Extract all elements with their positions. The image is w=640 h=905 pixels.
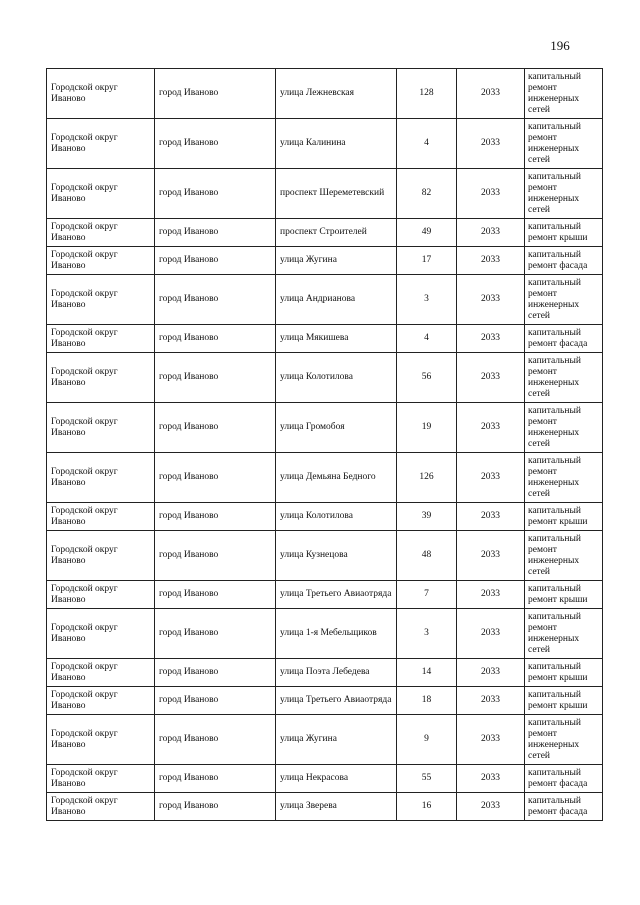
year-cell: 2033	[457, 453, 525, 503]
district-cell: Городской округ Иваново	[47, 69, 155, 119]
table-row	[47, 169, 603, 219]
district-cell: Городской округ Иваново	[47, 219, 155, 247]
year-cell: 2033	[457, 659, 525, 687]
table-row	[47, 219, 603, 247]
house-number-cell: 55	[397, 765, 457, 793]
street-cell: улица Зверева	[276, 793, 397, 821]
year-cell: 2033	[457, 119, 525, 169]
work-type-cell: капитальный ремонт инженерных сетей	[525, 453, 603, 503]
work-type-cell: капитальный ремонт крыши	[525, 659, 603, 687]
table-row	[47, 503, 603, 531]
street-cell: улица Демьяна Бедного	[276, 453, 397, 503]
work-type-cell: капитальный ремонт фасада	[525, 765, 603, 793]
house-number-cell: 7	[397, 581, 457, 609]
district-cell: Городской округ Иваново	[47, 453, 155, 503]
table-row	[47, 531, 603, 581]
house-number-cell: 126	[397, 453, 457, 503]
city-cell: город Иваново	[155, 119, 276, 169]
district-cell: Городской округ Иваново	[47, 793, 155, 821]
street-cell: улица Колотилова	[276, 503, 397, 531]
year-cell: 2033	[457, 247, 525, 275]
year-cell: 2033	[457, 69, 525, 119]
work-type-cell: капитальный ремонт фасада	[525, 247, 603, 275]
city-cell: город Иваново	[155, 581, 276, 609]
year-cell: 2033	[457, 403, 525, 453]
year-cell: 2033	[457, 531, 525, 581]
city-cell: город Иваново	[155, 659, 276, 687]
street-cell: улица Жугина	[276, 247, 397, 275]
table-row	[47, 687, 603, 715]
district-cell: Городской округ Иваново	[47, 325, 155, 353]
district-cell: Городской округ Иваново	[47, 119, 155, 169]
city-cell: город Иваново	[155, 765, 276, 793]
house-number-cell: 82	[397, 169, 457, 219]
city-cell: город Иваново	[155, 403, 276, 453]
year-cell: 2033	[457, 503, 525, 531]
table-row	[47, 793, 603, 821]
street-cell: улица Кузнецова	[276, 531, 397, 581]
work-type-cell: капитальный ремонт инженерных сетей	[525, 609, 603, 659]
district-cell: Городской округ Иваново	[47, 687, 155, 715]
table-row	[47, 765, 603, 793]
table-row	[47, 119, 603, 169]
work-type-cell: капитальный ремонт крыши	[525, 687, 603, 715]
house-number-cell: 4	[397, 119, 457, 169]
city-cell: город Иваново	[155, 531, 276, 581]
street-cell: проспект Шереметевский	[276, 169, 397, 219]
table-row	[47, 659, 603, 687]
street-cell: улица Мякишева	[276, 325, 397, 353]
street-cell: улица Громобоя	[276, 403, 397, 453]
city-cell: город Иваново	[155, 715, 276, 765]
street-cell: улица Андрианова	[276, 275, 397, 325]
work-type-cell: капитальный ремонт инженерных сетей	[525, 715, 603, 765]
district-cell: Городской округ Иваново	[47, 403, 155, 453]
city-cell: город Иваново	[155, 793, 276, 821]
street-cell: проспект Строителей	[276, 219, 397, 247]
district-cell: Городской округ Иваново	[47, 503, 155, 531]
page-number: 196	[550, 38, 570, 53]
table-row	[47, 353, 603, 403]
district-cell: Городской округ Иваново	[47, 715, 155, 765]
district-cell: Городской округ Иваново	[47, 581, 155, 609]
street-cell: улица Поэта Лебедева	[276, 659, 397, 687]
year-cell: 2033	[457, 687, 525, 715]
table-row	[47, 609, 603, 659]
work-type-cell: капитальный ремонт инженерных сетей	[525, 275, 603, 325]
street-cell: улица Жугина	[276, 715, 397, 765]
house-number-cell: 16	[397, 793, 457, 821]
street-cell: улица Некрасова	[276, 765, 397, 793]
year-cell: 2033	[457, 793, 525, 821]
year-cell: 2033	[457, 581, 525, 609]
house-number-cell: 39	[397, 503, 457, 531]
city-cell: город Иваново	[155, 453, 276, 503]
repair-schedule-table	[46, 68, 603, 821]
house-number-cell: 49	[397, 219, 457, 247]
work-type-cell: капитальный ремонт крыши	[525, 581, 603, 609]
work-type-cell: капитальный ремонт инженерных сетей	[525, 119, 603, 169]
house-number-cell: 9	[397, 715, 457, 765]
city-cell: город Иваново	[155, 325, 276, 353]
city-cell: город Иваново	[155, 247, 276, 275]
work-type-cell: капитальный ремонт инженерных сетей	[525, 403, 603, 453]
house-number-cell: 18	[397, 687, 457, 715]
table-row	[47, 581, 603, 609]
year-cell: 2033	[457, 715, 525, 765]
table-row	[47, 453, 603, 503]
year-cell: 2033	[457, 353, 525, 403]
district-cell: Городской округ Иваново	[47, 353, 155, 403]
city-cell: город Иваново	[155, 169, 276, 219]
district-cell: Городской округ Иваново	[47, 609, 155, 659]
city-cell: город Иваново	[155, 609, 276, 659]
district-cell: Городской округ Иваново	[47, 169, 155, 219]
table-row	[47, 275, 603, 325]
district-cell: Городской округ Иваново	[47, 659, 155, 687]
city-cell: город Иваново	[155, 219, 276, 247]
street-cell: улица Третьего Авиаотряда	[276, 687, 397, 715]
table-row	[47, 69, 603, 119]
table-row	[47, 403, 603, 453]
street-cell: улица Третьего Авиаотряда	[276, 581, 397, 609]
work-type-cell: капитальный ремонт фасада	[525, 325, 603, 353]
city-cell: город Иваново	[155, 503, 276, 531]
table-row	[47, 247, 603, 275]
house-number-cell: 17	[397, 247, 457, 275]
house-number-cell: 14	[397, 659, 457, 687]
district-cell: Городской округ Иваново	[47, 531, 155, 581]
house-number-cell: 3	[397, 609, 457, 659]
year-cell: 2033	[457, 219, 525, 247]
city-cell: город Иваново	[155, 275, 276, 325]
work-type-cell: капитальный ремонт инженерных сетей	[525, 169, 603, 219]
work-type-cell: капитальный ремонт крыши	[525, 503, 603, 531]
street-cell: улица Калинина	[276, 119, 397, 169]
city-cell: город Иваново	[155, 687, 276, 715]
district-cell: Городской округ Иваново	[47, 275, 155, 325]
house-number-cell: 56	[397, 353, 457, 403]
work-type-cell: капитальный ремонт крыши	[525, 219, 603, 247]
year-cell: 2033	[457, 275, 525, 325]
work-type-cell: капитальный ремонт инженерных сетей	[525, 69, 603, 119]
year-cell: 2033	[457, 325, 525, 353]
house-number-cell: 4	[397, 325, 457, 353]
table-row	[47, 715, 603, 765]
house-number-cell: 3	[397, 275, 457, 325]
house-number-cell: 128	[397, 69, 457, 119]
house-number-cell: 19	[397, 403, 457, 453]
city-cell: город Иваново	[155, 69, 276, 119]
street-cell: улица Лежневская	[276, 69, 397, 119]
house-number-cell: 48	[397, 531, 457, 581]
district-cell: Городской округ Иваново	[47, 765, 155, 793]
work-type-cell: капитальный ремонт фасада	[525, 793, 603, 821]
work-type-cell: капитальный ремонт инженерных сетей	[525, 531, 603, 581]
street-cell: улица 1-я Мебельщиков	[276, 609, 397, 659]
street-cell: улица Колотилова	[276, 353, 397, 403]
year-cell: 2033	[457, 765, 525, 793]
city-cell: город Иваново	[155, 353, 276, 403]
table-row	[47, 325, 603, 353]
district-cell: Городской округ Иваново	[47, 247, 155, 275]
work-type-cell: капитальный ремонт инженерных сетей	[525, 353, 603, 403]
year-cell: 2033	[457, 169, 525, 219]
year-cell: 2033	[457, 609, 525, 659]
